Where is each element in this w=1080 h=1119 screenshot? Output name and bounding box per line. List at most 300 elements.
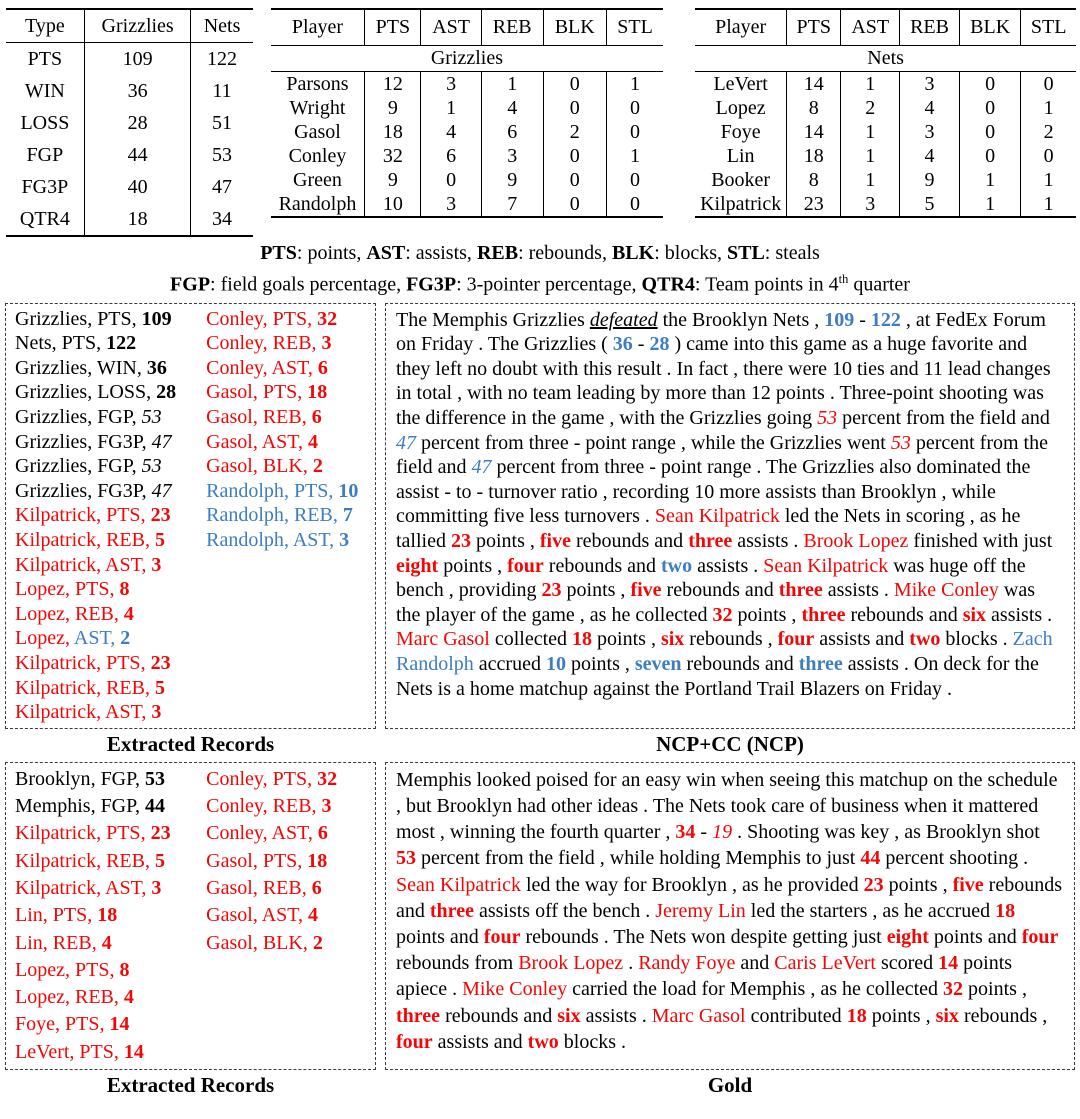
text-segment: : rebounds, — [518, 242, 612, 264]
text-segment: , — [96, 651, 107, 674]
example-2-panel — [0, 762, 1080, 1070]
text-segment: Sean Kilpatrick — [654, 505, 780, 528]
text-segment: collected — [489, 628, 573, 651]
text-segment: 34 — [675, 821, 696, 844]
text-segment: 47 — [396, 431, 416, 454]
record-line — [15, 766, 206, 793]
text-segment: , — [262, 332, 273, 355]
text-segment: assists and — [432, 1030, 528, 1053]
text-segment: REB — [476, 242, 519, 264]
text-segment: , at FedEx Forum on Friday . The Grizzlies ( — [396, 308, 1046, 356]
text-segment: points , — [561, 579, 631, 602]
table-row — [271, 120, 664, 144]
record-type: FGP — [97, 455, 132, 478]
text-segment: , — [332, 504, 343, 527]
stat-cell: 5 — [900, 192, 960, 217]
record-line — [15, 930, 206, 957]
text-segment: accrued — [473, 652, 546, 675]
column-header: Player — [291, 16, 344, 38]
text-segment: points , — [592, 628, 661, 651]
record-value: 10 — [338, 479, 359, 502]
text-segment: finished with just — [908, 530, 1053, 552]
text-segment: , — [87, 430, 98, 453]
record-line — [15, 602, 206, 627]
text-segment: , — [252, 849, 263, 872]
row-label-cell: Parsons — [286, 72, 349, 95]
text-segment: , — [262, 356, 272, 379]
gold-caption: Gold — [707, 1073, 753, 1098]
text-segment: , — [87, 479, 98, 502]
text-segment: 18 — [572, 628, 593, 651]
stat-cell: 109 — [84, 43, 191, 76]
stat-cell: 40 — [84, 171, 191, 203]
records-column-2 — [206, 307, 369, 725]
text-segment: led the Nets in scoring , as he tallied — [396, 505, 1021, 552]
stat-cell: 0 — [606, 192, 663, 217]
text-segment: , — [51, 332, 62, 355]
text-segment: , — [311, 332, 322, 355]
text-segment: , — [91, 931, 102, 954]
record-value: 2 — [312, 455, 323, 478]
text-segment: assists . — [986, 603, 1053, 626]
stat-cell: 2 — [1021, 120, 1076, 144]
stat-cell: 18 — [365, 120, 421, 144]
text-segment: , — [307, 356, 318, 379]
record-type: AST — [105, 876, 142, 899]
stat-cell: 18 — [84, 203, 191, 236]
records-column-2 — [206, 766, 369, 1066]
stat-cell: 4 — [421, 120, 481, 144]
text-segment: , — [96, 529, 107, 551]
record-line — [206, 454, 369, 479]
text-segment: eight — [886, 925, 929, 948]
text-segment: , — [252, 381, 263, 404]
text-segment: , — [141, 701, 152, 724]
text-segment: rebounds , — [684, 628, 778, 651]
text-segment: , — [297, 849, 308, 872]
text-segment: assists . — [580, 1004, 652, 1027]
record-value: 53 — [141, 406, 162, 429]
table-row — [6, 43, 253, 76]
stat-cell: 122 — [191, 43, 253, 76]
record-entity: Grizzlies — [15, 430, 88, 453]
text-segment: , — [307, 767, 318, 790]
text-segment: six — [557, 1004, 581, 1027]
stat-cell: 28 — [84, 107, 191, 139]
text-segment: , — [283, 479, 294, 502]
stat-cell: 0 — [960, 120, 1021, 144]
text-segment: assists off the bench . — [473, 899, 656, 922]
record-line — [15, 793, 206, 820]
text-segment: , — [302, 455, 313, 478]
text-segment: and — [735, 952, 775, 975]
stat-cell: 0 — [960, 96, 1021, 120]
text-segment: rebounds and — [543, 554, 661, 577]
text-segment: , — [90, 795, 101, 818]
record-line — [15, 902, 206, 929]
text-segment: , — [96, 332, 107, 355]
stat-cell: 0 — [606, 120, 663, 144]
text-segment: Marc Gasol — [651, 1004, 746, 1027]
text-segment: Brook Lopez — [518, 952, 624, 975]
record-entity: Kilpatrick — [15, 553, 97, 576]
text-segment: four — [777, 628, 815, 651]
stat-cell: 0 — [421, 168, 481, 192]
text-segment: , — [96, 676, 107, 699]
stat-cell: 4 — [481, 96, 543, 120]
text-segment: six — [935, 1004, 959, 1027]
text-segment: , — [87, 381, 98, 404]
text-segment: , — [135, 767, 146, 790]
stat-cell: 47 — [191, 171, 253, 203]
record-type: PTS — [61, 332, 97, 355]
table-row — [695, 168, 1076, 192]
stat-cell: 2 — [841, 96, 900, 120]
stat-cell: 3 — [421, 192, 481, 217]
record-value: 8 — [119, 578, 130, 601]
record-value: 122 — [106, 332, 137, 355]
text-segment: 32 — [712, 603, 733, 626]
stat-cell: 0 — [960, 72, 1021, 97]
box-score-tables — [0, 8, 1080, 237]
stat-cell: 14 — [787, 120, 841, 144]
stat-cell: 3 — [900, 72, 960, 97]
record-entity: Conley — [206, 767, 263, 790]
example-2-captions — [0, 1073, 1080, 1098]
record-type: PTS — [97, 307, 132, 330]
text-segment: , — [145, 849, 155, 872]
stat-cell: 34 — [191, 203, 253, 236]
stat-cell: 18 — [787, 144, 841, 168]
record-line — [206, 528, 369, 553]
record-entity: Conley — [206, 795, 263, 818]
text-segment: Mike Conley — [893, 579, 999, 602]
text-segment: points and — [396, 925, 484, 948]
example-1-captions — [0, 732, 1080, 757]
text-segment: , — [110, 627, 121, 650]
record-line — [15, 405, 206, 430]
text-segment: points , — [565, 652, 635, 675]
text-segment: , — [96, 822, 107, 845]
extracted-records-box-2 — [5, 762, 376, 1070]
record-value: 18 — [97, 904, 118, 927]
stat-cell: 1 — [481, 72, 543, 97]
text-segment: , — [252, 876, 263, 899]
row-label-cell: QTR4 — [19, 207, 70, 230]
stat-cell: 3 — [841, 192, 900, 217]
records-column-1 — [15, 766, 206, 1066]
text-segment: , — [87, 455, 98, 478]
text-segment: 44 — [860, 847, 881, 870]
record-entity: Lopez — [15, 986, 65, 1009]
text-segment: , — [113, 602, 124, 625]
record-entity: Lopez — [15, 578, 65, 601]
text-segment: four — [1021, 925, 1059, 948]
text-segment: , — [131, 307, 142, 330]
text-segment: rebounds . The Nets won despite getting just — [520, 925, 887, 948]
record-value: 53 — [141, 455, 162, 478]
stat-cell: 1 — [841, 120, 900, 144]
records-column-1 — [15, 307, 206, 725]
record-entity: Conley — [206, 822, 263, 845]
text-segment: percent shooting . — [880, 847, 1029, 870]
record-entity: LeVert — [15, 1040, 70, 1063]
stat-cell: 0 — [543, 168, 606, 192]
table-row — [6, 171, 253, 203]
text-segment: , — [64, 578, 75, 601]
text-segment: , — [69, 1040, 80, 1063]
record-value: 6 — [311, 876, 322, 899]
record-line — [206, 793, 369, 820]
record-type: REB — [106, 849, 145, 872]
record-value: 18 — [307, 849, 328, 872]
text-segment: six — [962, 603, 987, 626]
record-type: REB — [272, 332, 312, 355]
team-group-label: Nets — [867, 47, 904, 69]
record-value: 6 — [317, 356, 328, 379]
record-entity: Kilpatrick — [15, 651, 97, 674]
stat-cell: 53 — [191, 139, 253, 171]
record-value: 5 — [155, 849, 165, 872]
text-segment: , — [109, 578, 120, 601]
text-segment: , — [99, 1013, 110, 1036]
text-segment: assists and — [814, 628, 910, 651]
record-entity: Gasol — [206, 406, 253, 429]
row-label-cell: FGP — [26, 143, 64, 166]
record-entity: Gasol — [206, 849, 253, 872]
text-segment: , — [96, 849, 107, 872]
text-segment: rebounds , — [958, 1004, 1048, 1027]
text-segment: : Team points in 4 — [694, 273, 839, 296]
text-segment: . Shooting was key , as Brooklyn shot — [732, 821, 1040, 844]
text-segment: points , — [438, 554, 508, 577]
text-segment: 14 — [938, 952, 959, 975]
text-segment: five — [952, 873, 984, 896]
record-entity: Lin — [15, 931, 43, 954]
text-segment: seven — [634, 652, 682, 675]
record-type: REB — [262, 876, 302, 899]
text-segment: , — [298, 904, 309, 927]
record-line — [15, 676, 206, 701]
text-segment: 23 — [450, 530, 471, 552]
text-segment: three — [688, 530, 733, 552]
table-row — [6, 139, 253, 171]
record-line — [15, 700, 206, 725]
record-value: 4 — [308, 904, 319, 927]
column-header: AST — [421, 9, 481, 46]
record-type: PTS — [65, 1013, 100, 1036]
text-segment: 53 — [890, 431, 911, 454]
text-segment: , — [131, 406, 142, 429]
record-entity: Nets — [15, 332, 52, 355]
record-line — [15, 307, 206, 332]
text-segment: , — [262, 822, 272, 845]
text-segment: , — [145, 529, 155, 551]
text-segment: was huge off the bench , providing — [396, 554, 1026, 602]
text-segment: three — [778, 579, 823, 602]
record-type: REB — [106, 529, 145, 551]
record-type: FG3P — [97, 479, 142, 502]
text-segment: carried the load for Memphis , as he collected — [567, 978, 944, 1001]
stat-cell: 9 — [365, 96, 421, 120]
text-segment: , — [87, 904, 98, 927]
text-segment: five — [539, 530, 571, 552]
text-segment: 19 — [712, 821, 733, 844]
text-segment: assists . On deck for the Nets is a home matchup against the Portland Trail Blazers on Friday . — [396, 652, 1039, 700]
text-segment: : points, — [296, 242, 367, 264]
record-entity: Kilpatrick — [15, 504, 97, 527]
text-segment: , — [64, 958, 75, 981]
text-segment: , — [262, 795, 273, 818]
text-segment: , — [141, 479, 152, 502]
text-segment: - — [632, 333, 650, 356]
record-value: 53 — [145, 767, 166, 790]
text-segment: Sean Kilpatrick — [396, 873, 521, 896]
text-segment: percent from three - point range . The Grizzlies also dominated the assist - to - turnover ratio , recording 10 more assists than Brooklyn , while committing five less turnovers . — [396, 456, 1031, 528]
stat-cell: 1 — [841, 72, 900, 97]
record-line — [15, 626, 206, 651]
text-segment: assists . — [822, 579, 894, 602]
text-segment: two — [661, 554, 693, 577]
record-value: 32 — [317, 307, 338, 330]
stat-cell: 8 — [787, 96, 841, 120]
text-segment: 23 — [863, 873, 884, 896]
record-line — [206, 875, 369, 902]
record-value: 4 — [308, 430, 319, 453]
abbreviation-legend — [0, 240, 1080, 298]
text-segment: : blocks, — [654, 242, 727, 264]
stat-cell: 1 — [841, 144, 900, 168]
text-segment: FGP — [170, 273, 211, 296]
ncp-caption: NCP+CC (NCP) — [656, 731, 804, 756]
text-segment: 28 — [649, 333, 670, 356]
text-segment: , — [311, 795, 322, 818]
text-segment: Memphis looked poised for an easy win when seeing this matchup on the schedule , but Brooklyn had other ideas . The Nets took care of business when it mattered most , winning the fourth quarter , — [396, 768, 1058, 844]
record-type: PTS — [106, 651, 141, 674]
text-segment: , — [42, 931, 53, 954]
record-line — [15, 651, 206, 676]
table-row — [695, 96, 1076, 120]
row-label-cell: WIN — [24, 79, 65, 102]
text-segment: : field goals percentage, — [210, 273, 407, 296]
record-type: PTS — [106, 822, 141, 845]
text-segment: , — [113, 986, 124, 1009]
text-segment: led the way for Brooklyn , as he provided — [520, 873, 864, 896]
text-segment: , — [140, 822, 151, 845]
text-segment: three — [429, 899, 474, 922]
table-row — [271, 72, 664, 97]
record-type: LOSS — [97, 381, 147, 404]
text-segment: blocks . — [558, 1030, 626, 1053]
text-segment: AST — [366, 242, 406, 264]
text-segment: ) came into this game as a huge favorite and they left no doubt with this result . In fact , there were 10 ties and 11 lead changes in total , with no team leading by more than 12 points . Three-point shooting was the difference in the game , with the Grizzlies going — [396, 333, 1051, 430]
record-entity: Kilpatrick — [15, 701, 97, 724]
text-segment: points , — [963, 978, 1027, 1001]
stat-cell: 1 — [1021, 96, 1076, 120]
table-row — [6, 203, 253, 236]
text-segment: PTS — [260, 242, 297, 264]
row-label-cell: Foye — [720, 120, 761, 143]
text-segment: percent from the field and — [396, 431, 1048, 479]
record-line — [206, 405, 369, 430]
text-segment: three — [798, 652, 843, 675]
text-segment: th — [838, 272, 849, 286]
column-header: BLK — [543, 9, 606, 46]
record-type: REB — [272, 795, 312, 818]
record-type: AST — [271, 822, 308, 845]
record-entity: Randolph — [206, 504, 284, 527]
record-type: AST — [105, 553, 142, 576]
text-segment: : steals — [764, 242, 820, 264]
record-line — [15, 875, 206, 902]
stat-cell: 4 — [900, 144, 960, 168]
text-segment: Jeremy Lin — [655, 899, 746, 922]
stat-cell: 0 — [960, 144, 1021, 168]
stat-cell: 36 — [84, 75, 191, 107]
record-type: REB — [52, 931, 92, 954]
text-segment: , — [145, 676, 155, 699]
record-line — [15, 1039, 206, 1066]
text-segment: , — [146, 381, 157, 404]
text-segment: , — [307, 307, 318, 330]
record-line — [206, 307, 369, 332]
text-segment: QTR4 — [641, 273, 695, 296]
gold-summary-box — [385, 762, 1075, 1070]
text-segment: , — [141, 876, 152, 899]
record-type: PTS — [74, 958, 110, 981]
record-value: 3 — [321, 332, 332, 355]
record-entity: Gasol — [206, 381, 253, 404]
record-value: 23 — [150, 651, 171, 674]
record-entity: Conley — [206, 307, 263, 330]
stat-cell: 1 — [1021, 168, 1076, 192]
text-segment: three — [396, 1004, 441, 1027]
column-header: REB — [900, 9, 960, 46]
record-entity: Kilpatrick — [15, 849, 97, 872]
record-line — [15, 380, 206, 405]
text-segment: blocks . — [940, 628, 1013, 651]
column-header: Player — [715, 16, 767, 38]
text-segment: , — [140, 504, 151, 527]
stat-cell: 1 — [606, 72, 663, 97]
text-segment: 122 — [870, 308, 901, 331]
record-type: FGP — [100, 795, 136, 818]
record-value: 14 — [109, 1013, 130, 1036]
text-segment: - — [854, 308, 871, 331]
text-segment: was the player of the game , as he collected — [396, 579, 1036, 626]
text-segment: , — [87, 356, 97, 379]
row-label-cell: Kilpatrick — [700, 192, 782, 215]
text-segment: 36 — [612, 333, 633, 356]
stat-cell: 7 — [481, 192, 543, 217]
stat-cell: 3 — [481, 144, 543, 168]
text-segment: rebounds and — [681, 652, 799, 675]
column-header: Nets — [191, 9, 253, 43]
extracted-records-box-1 — [5, 303, 376, 729]
record-line — [15, 984, 206, 1011]
text-segment: , — [113, 1040, 124, 1063]
row-label-cell: Lopez — [715, 96, 766, 119]
stat-cell: 32 — [365, 144, 421, 168]
stat-cell: 0 — [543, 96, 606, 120]
text-segment: , — [140, 651, 151, 674]
text-segment: , — [55, 1013, 65, 1036]
example-1-panel — [0, 303, 1080, 729]
record-value: 4 — [123, 602, 134, 625]
team-group-label: Grizzlies — [430, 47, 503, 69]
text-segment: , — [328, 479, 339, 502]
stat-cell: 0 — [606, 168, 663, 192]
